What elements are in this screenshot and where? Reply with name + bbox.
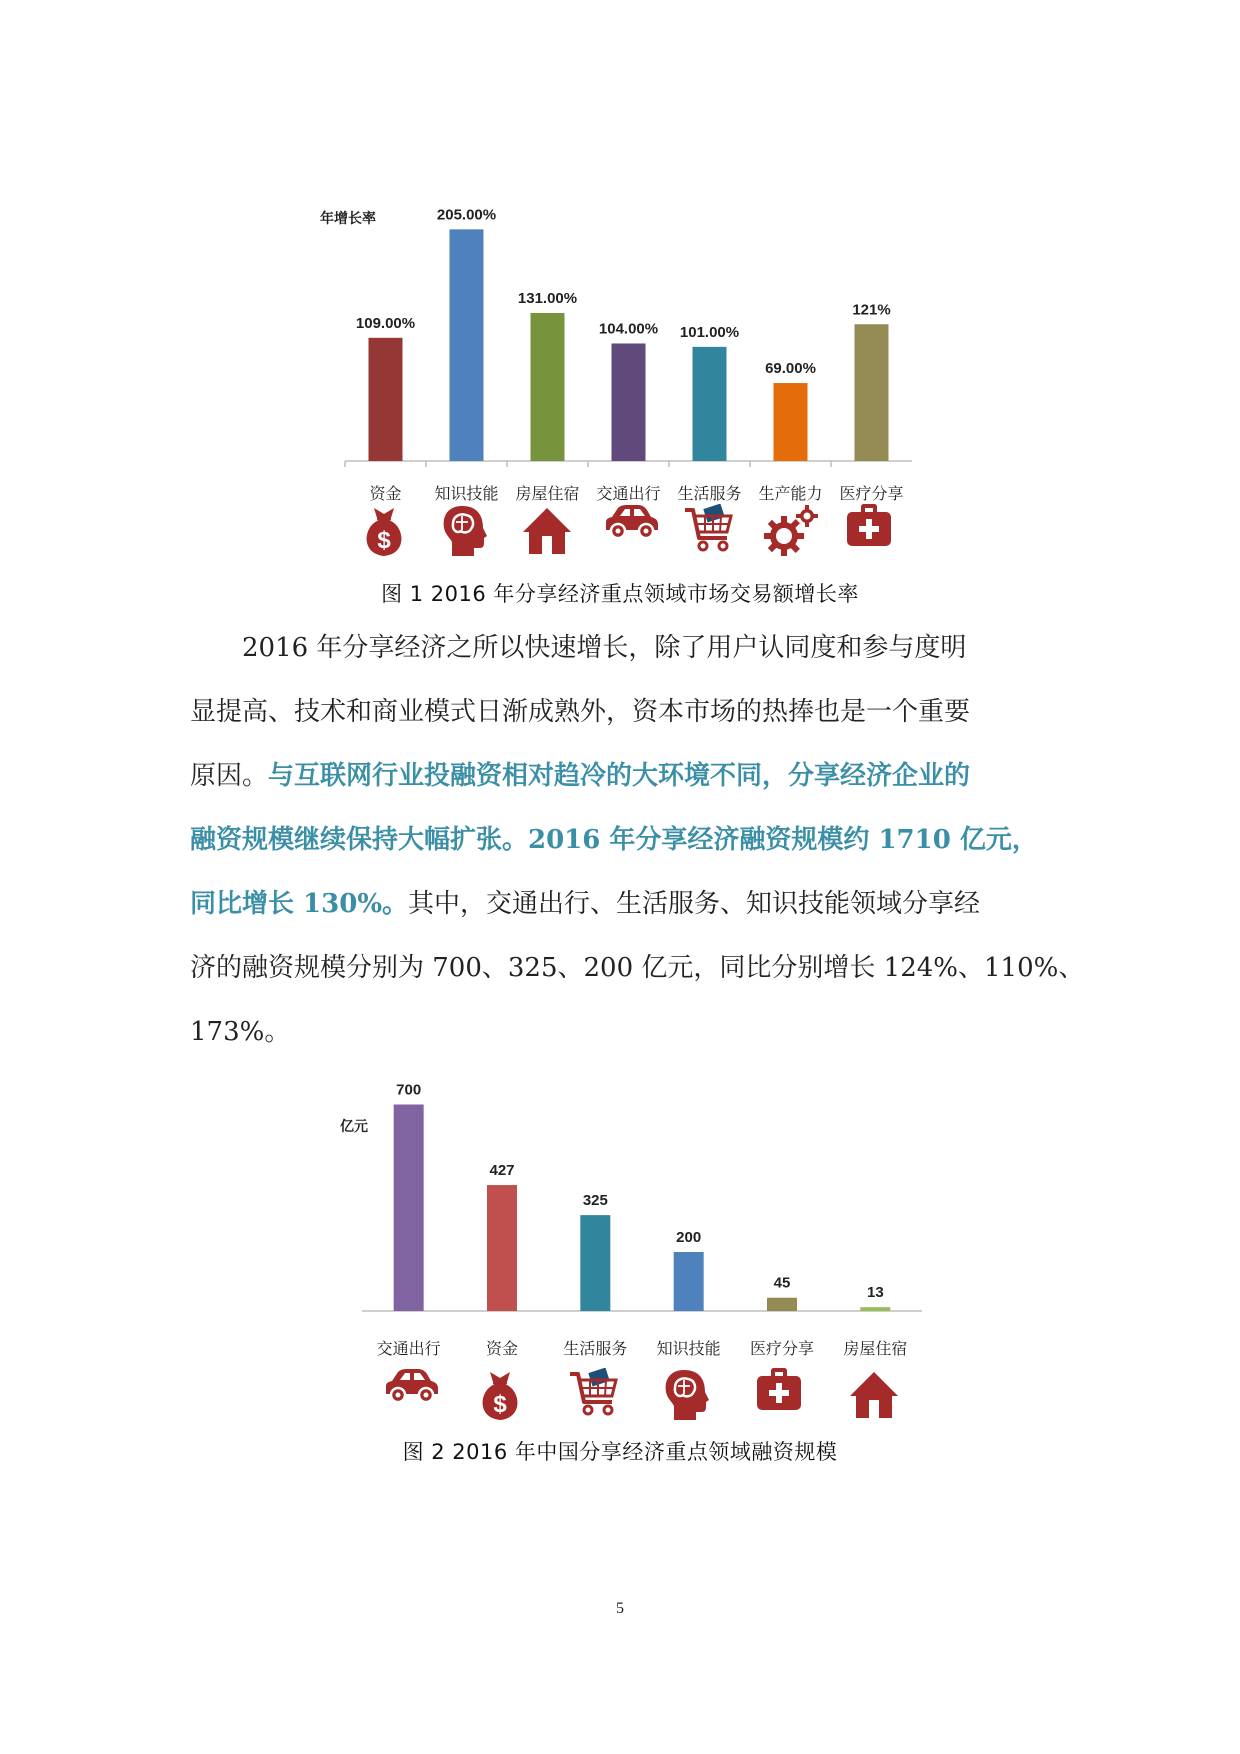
growth-category-label: 生产能力: [758, 484, 823, 503]
para-line-3-highlight: 与互联网行业投融资相对趋冷的大环境不同，分享经济企业的: [268, 761, 971, 791]
growth-data-label: 131.00%: [517, 289, 578, 307]
financing-category-label: 生活服务: [563, 1339, 628, 1358]
figure-1-caption: 图 1 2016 年分享经济重点领域市场交易额增长率: [381, 582, 859, 606]
para-line-7: 173%。: [190, 1017, 291, 1047]
page-number: 5: [616, 1600, 624, 1617]
financing-data-label: 45: [773, 1274, 791, 1292]
financing-bar: [674, 1252, 704, 1311]
financing-data-label: 200: [676, 1229, 702, 1246]
financing-y-label: 亿元: [340, 1119, 368, 1135]
figure-2-caption: 图 2 2016 年中国分享经济重点领域融资规模: [402, 1440, 838, 1464]
financing-category-label: 交通出行: [376, 1339, 441, 1358]
para-line-2: 显提高、技术和商业模式日渐成熟外，资本市场的热捧也是一个重要: [190, 697, 971, 727]
growth-category-label: 交通出行: [596, 484, 661, 503]
growth-data-label: 101.00%: [679, 323, 740, 341]
financing-bar: [580, 1215, 610, 1311]
financing-category-label: 知识技能: [656, 1339, 721, 1358]
financing-bar: [394, 1105, 424, 1312]
medical-kit-icon: [755, 1368, 803, 1416]
financing-data-label: 427: [489, 1162, 515, 1180]
svg-text:$: $: [493, 1391, 507, 1418]
financing-data-label: 700: [396, 1081, 422, 1099]
money-bag-icon: [475, 1368, 525, 1426]
financing-bar: [767, 1298, 797, 1311]
financing-data-label: 325: [582, 1192, 608, 1210]
growth-category-label: 知识技能: [434, 484, 499, 503]
shopping-cart-icon: [568, 1368, 620, 1422]
growth-category-label: 资金: [369, 484, 402, 503]
growth-data-label: 205.00%: [436, 206, 497, 224]
growth-data-label: 109.00%: [355, 314, 416, 332]
para-line-5-plain: 其中，交通出行、生活服务、知识技能领域分享经: [408, 889, 981, 919]
financing-category-label: 医疗分享: [749, 1339, 814, 1358]
growth-data-label: 121%: [852, 301, 891, 319]
para-line-4-highlight: 融资规模继续保持大幅扩张。2016 年分享经济融资规模约 1710 亿元，: [190, 825, 1038, 855]
growth-y-label: 年增长率: [320, 211, 376, 227]
head-brain-icon: [662, 1368, 710, 1426]
growth-data-label: 69.00%: [765, 360, 816, 378]
growth-category-label: 房屋住宿: [515, 484, 580, 503]
financing-bar: [487, 1185, 517, 1311]
para-line-5-highlight: 同比增长 130%。: [190, 889, 409, 919]
financing-data-label: 13: [866, 1284, 884, 1302]
para-line-1: 2016 年分享经济之所以快速增长，除了用户认同度和参与度明: [242, 633, 967, 663]
growth-category-label: 生活服务: [677, 484, 742, 503]
para-line-3-plain: 原因。: [190, 761, 269, 791]
car-icon: [382, 1368, 440, 1408]
para-line-6: 济的融资规模分别为 700、325、200 亿元，同比分别增长 124%、110%、: [190, 953, 1085, 983]
svg-text:$: $: [376, 527, 391, 554]
growth-data-label: 104.00%: [598, 320, 659, 338]
financing-category-label: 房屋住宿: [843, 1339, 908, 1358]
house-icon: [848, 1368, 900, 1424]
financing-category-label: 资金: [485, 1339, 518, 1358]
financing-bar: [860, 1307, 890, 1311]
growth-category-label: 医疗分享: [839, 484, 904, 503]
